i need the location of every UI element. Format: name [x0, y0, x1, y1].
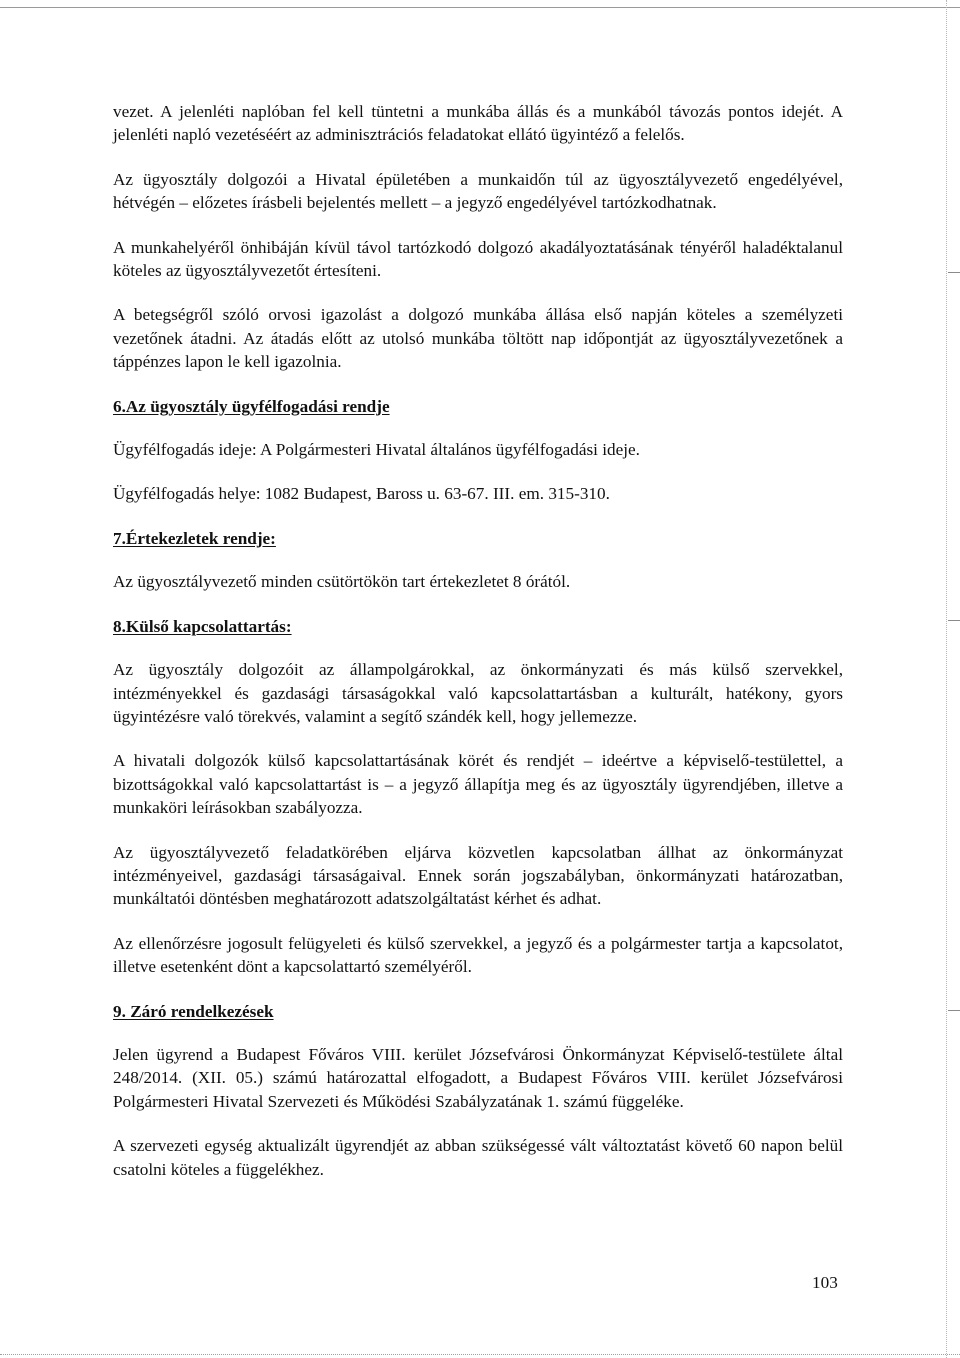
document-body: [113, 100, 843, 1202]
meeting-schedule: Az ügyosztályvezető minden csütörtökön tart értekezletet 8 órától.: [113, 572, 571, 592]
section-8-heading: 8.Külső kapcsolattartás:: [113, 616, 292, 636]
paragraph-external-contact-scope: A hivatali dolgozók külső kapcsolattartásának körét és rendjét – ideértve a képviselő-testülettel, a bizottságokkal való kapcsolattartást is – a jegyző állapítja meg és az ügyosztály ügyrendjében, illetve a munkaköri leírásokban szabályozza.: [113, 751, 843, 818]
reception-location: Ügyfélfogadás helye: 1082 Budapest, Baross u. 63-67. III. em. 315-310.: [113, 484, 610, 504]
section-6-heading: 6.Az ügyosztály ügyfélfogadási rendje: [113, 396, 390, 416]
paragraph-sick-certificate: A betegségről szóló orvosi igazolást a dolgozó munkába állása első napján köteles a személyzeti vezetőnek átadni. Az átadás előtt az utolsó munkába töltött nap időpontját az ügyosztályvezetőnek a táppénzes lapon le kell igazolnia.: [113, 305, 843, 372]
scan-edge-mark: [948, 1010, 960, 1011]
paragraph-absence-notice: A munkahelyéről önhibáján kívül távol tartózkodó dolgozó akadályoztatásának tényéről haladéktalanul köteles az ügyosztályvezetőt értesíteni.: [113, 237, 843, 281]
paragraph-attendance-log: vezet. A jelenléti naplóban fel kell tüntetni a munkába állás és a munkából távozás pontos idejét. A jelenléti napló vezetéséért az adminisztrációs feladatokat ellátó ügyintéző a felelős.: [113, 102, 843, 145]
paragraph-external-contact-conduct: Az ügyosztály dolgozóit az állampolgárokkal, az önkormányzati és más külső szervekkel, intézményekkel és gazdasági társaságokkal való kapcsolattartásban a kulturált, hatékony, gyors ügyintézésre való törekvés, valamint a segítő szándék kell, hogy jellemezze.: [113, 660, 843, 726]
paragraph-working-hours: Az ügyosztály dolgozói a Hivatal épületében a munkaidőn túl az ügyosztályvezető engedélyével, hétvégén – előzetes írásbeli bejelentés mellett – a jegyző engedélyével tartózkodhatnak.: [113, 169, 843, 213]
scan-edge-mark: [948, 620, 960, 621]
scan-bottom-edge: [0, 1354, 960, 1355]
paragraph-closing-update: A szervezeti egység aktualizált ügyrendjét az abban szükségessé vált változtatást követő 60 napon belül csatolni köteles a függelékhez.: [113, 1136, 843, 1179]
reception-hours: Ügyfélfogadás ideje: A Polgármesteri Hivatal általános ügyfélfogadási ideje.: [113, 440, 640, 460]
paragraph-head-of-department-contact: Az ügyosztályvezető feladatkörében eljárva közvetlen kapcsolatban állhat az önkormányzat intézményeivel, gazdasági társaságaival. Ennek során jogszabályban, önkormányzati határozatban, munkáltatói döntésben meghatározott adatszolgáltatást kérhet és adhat.: [113, 842, 843, 909]
page-number: 103: [812, 1273, 838, 1292]
scan-right-edge: [946, 0, 947, 1358]
section-7-heading: 7.Értekezletek rendje:: [113, 528, 276, 548]
scan-top-edge: [0, 7, 960, 8]
section-9-heading: 9. Záró rendelkezések: [113, 1001, 274, 1021]
paragraph-closing-adoption: Jelen ügyrend a Budapest Főváros VIII. kerület Józsefvárosi Önkormányzat Képviselő-testülete által 248/2014. (XII. 05.) számú határozattal elfogadott, a Budapest Főváros VIII. kerület Józsefvárosi Polgármesteri Hivatal Szervezeti és Működési Szabályzatának 1. számú függeléke.: [113, 1044, 843, 1111]
scan-edge-mark: [948, 272, 960, 273]
paragraph-supervisory-contact: Az ellenőrzésre jogosult felügyeleti és külső szervekkel, a jegyző és a polgármester tartja a kapcsolatot, illetve esetenként dönt a kapcsolattartó személyéről.: [113, 933, 843, 977]
